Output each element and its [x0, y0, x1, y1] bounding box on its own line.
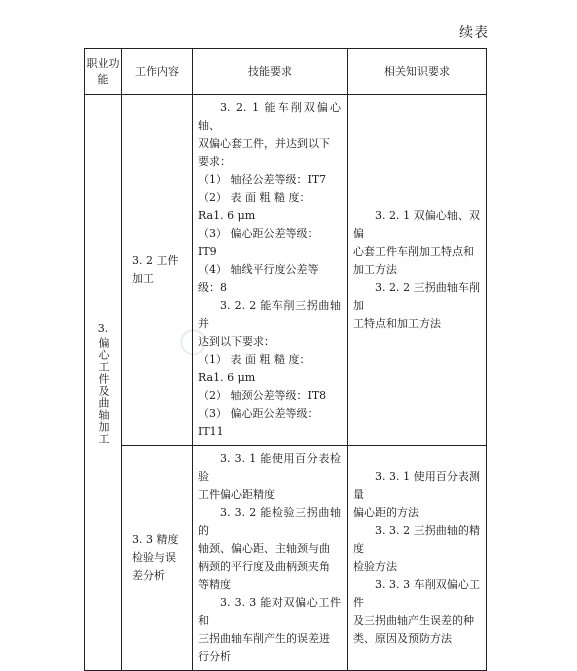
text-line: 工特点和加工方法: [353, 317, 441, 330]
text-line: 3. 3. 2 能检验三拐曲轴的: [198, 506, 341, 537]
text-line: 行分析: [198, 650, 231, 663]
header-knowledge-requirements: 相关知识要求: [348, 49, 487, 95]
text-line: （1） 轴径公差等级：IT7: [198, 173, 327, 186]
text-line: 三拐曲轴车削产生的误差进: [198, 632, 330, 645]
header-work-content: 工作内容: [122, 49, 193, 95]
text-line: 双偏心套工件，并达到以下: [198, 137, 330, 150]
text-line: 偏心距的方法: [353, 506, 419, 519]
header-function: [85, 49, 122, 95]
text-line: 等精度: [198, 578, 231, 591]
knowledge-lines: [353, 207, 480, 333]
table-row: [85, 446, 487, 671]
function-name: 偏心工件及曲轴加工: [97, 336, 110, 445]
skill-cell: [193, 446, 348, 671]
requirements-table: [84, 48, 487, 671]
text-line: 柄颈的平行度及曲柄颈夹角: [198, 560, 330, 573]
text-line: 及三拐曲轴产生误差的种: [353, 614, 474, 627]
text-line: （1） 表 面 粗 糙 度：: [198, 353, 311, 366]
function-number: 3.: [97, 321, 109, 335]
text-line: 3. 2. 2 三拐曲轴车削加: [353, 281, 480, 312]
knowledge-cell: [348, 446, 487, 671]
text-line: 3. 2. 1 能车削双偏心轴、: [198, 101, 341, 132]
skill-cell: [193, 95, 348, 446]
text-line: 类、原因及预防方法: [353, 632, 452, 645]
text-line: 3. 3. 2 三拐曲轴的精度: [353, 524, 480, 555]
function-cell: [85, 95, 122, 671]
work-content-cell: 3. 3 精度检验与误差分析: [122, 446, 193, 671]
skill-lines: [198, 99, 341, 441]
text-line: （2） 轴颈公差等级：IT8: [198, 389, 327, 402]
table-header-row: [85, 49, 487, 95]
text-line: 3. 3. 3 能对双偏心工件和: [198, 596, 341, 627]
text-line: （3） 偏心距公差等级：: [198, 227, 319, 240]
text-line: （3） 偏心距公差等级：: [198, 407, 319, 420]
text-line: 3. 2. 2 能车削三拐曲轴并: [198, 299, 341, 330]
text-line: 级：8: [198, 281, 227, 294]
knowledge-cell: [348, 95, 487, 446]
text-line: Ra1. 6 μm: [198, 209, 256, 222]
text-line: IT9: [198, 245, 217, 258]
text-line: 心套工件车削加工特点和: [353, 245, 474, 258]
text-line: Ra1. 6 μm: [198, 371, 256, 384]
header-function-label: 职业功能: [86, 56, 120, 86]
text-line: 3. 3. 1 使用百分表测量: [353, 470, 480, 501]
work-content-cell: 3. 2 工件加工: [122, 95, 193, 446]
text-line: （2） 表 面 粗 糙 度：: [198, 191, 311, 204]
text-line: 3. 3. 1 能使用百分表检验: [198, 452, 341, 483]
skill-lines: [198, 450, 341, 666]
text-line: 3. 2. 1 双偏心轴、双偏: [353, 209, 480, 240]
text-line: 检验方法: [353, 560, 397, 573]
text-line: 工件偏心距精度: [198, 488, 275, 501]
table-row: [85, 95, 487, 446]
header-skill-requirements: 技能要求: [193, 49, 348, 95]
text-line: 要求：: [198, 155, 231, 168]
text-line: 加工方法: [353, 263, 397, 276]
text-line: IT11: [198, 425, 224, 438]
knowledge-lines: [353, 468, 480, 648]
text-line: 达到以下要求：: [198, 335, 275, 348]
text-line: （4） 轴线平行度公差等: [198, 263, 319, 276]
text-line: 3. 3. 3 车削双偏心工件: [353, 578, 480, 609]
text-line: 轴颈、偏心距、主轴颈与曲: [198, 542, 330, 555]
continued-label: 续表: [459, 25, 489, 41]
